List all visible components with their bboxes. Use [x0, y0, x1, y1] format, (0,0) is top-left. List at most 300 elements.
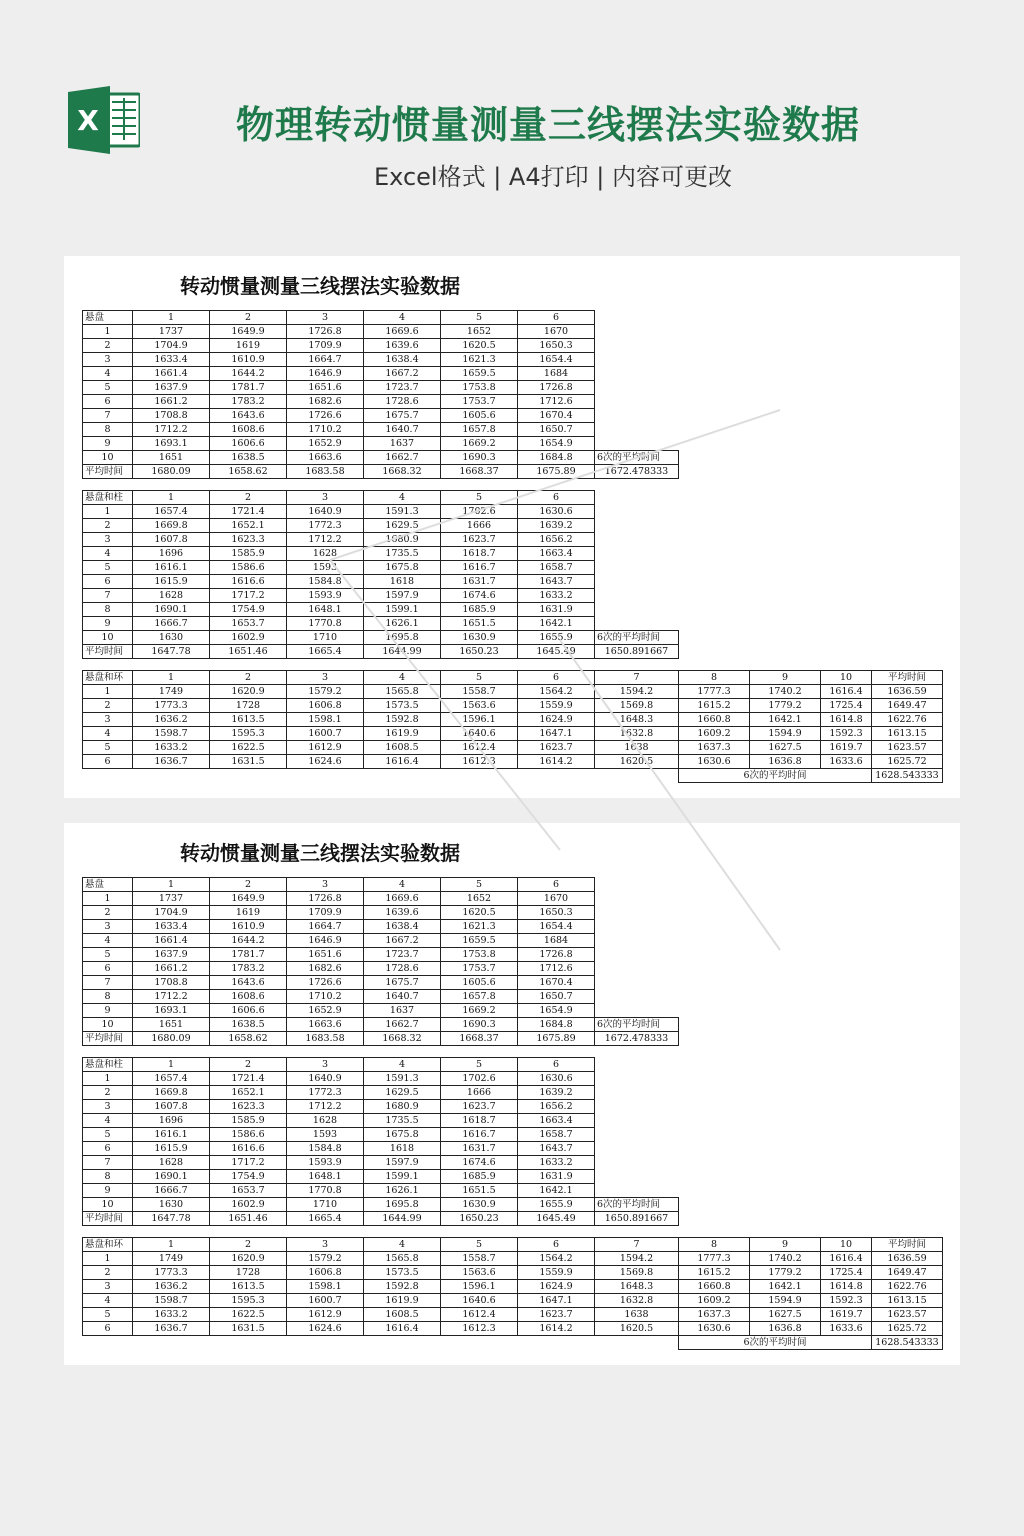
table-cell: 1726.8 — [287, 892, 364, 906]
table-cell: 10 — [83, 451, 133, 465]
table-cell: 1695.8 — [364, 631, 441, 645]
average-cell: 1644.99 — [364, 645, 441, 659]
header-cell: 4 — [364, 1238, 441, 1252]
table-cell: 1667.2 — [364, 934, 441, 948]
table-cell: 1610.9 — [210, 353, 287, 367]
header-cell: 6 — [518, 671, 595, 685]
table-cell: 1637 — [364, 437, 441, 451]
table-cell: 1669.8 — [133, 1086, 210, 1100]
empty-cell — [595, 990, 679, 1004]
six-avg-value: 1650.891667 — [595, 1212, 679, 1226]
table-header-row — [83, 1238, 943, 1252]
table-disc — [82, 310, 679, 479]
empty-cell — [595, 311, 679, 325]
table-cell: 1666 — [441, 519, 518, 533]
empty-cell — [595, 948, 679, 962]
table-row — [83, 381, 679, 395]
table-cell: 1656.2 — [518, 1100, 595, 1114]
table-row — [83, 547, 679, 561]
table-cell: 1675.7 — [364, 976, 441, 990]
table-cell: 1630.9 — [441, 1198, 518, 1212]
table-cell: 1725.4 — [821, 699, 872, 713]
table-cell: 1717.2 — [210, 1156, 287, 1170]
table-cell: 1657.4 — [133, 505, 210, 519]
empty-cell — [83, 769, 133, 783]
empty-cell — [595, 1100, 679, 1114]
table-cell: 1670.4 — [518, 976, 595, 990]
table-cell: 1652 — [441, 325, 518, 339]
empty-cell — [595, 589, 679, 603]
table-cell: 3 — [83, 920, 133, 934]
table-cell: 1628 — [287, 547, 364, 561]
table-cell: 1600.7 — [287, 727, 364, 741]
table-cell: 1565.8 — [364, 1252, 441, 1266]
header-cell: 2 — [210, 878, 287, 892]
average-cell: 1665.4 — [287, 1212, 364, 1226]
empty-cell — [595, 617, 679, 631]
table-cell: 1712.2 — [287, 533, 364, 547]
table-cell: 1612.9 — [287, 741, 364, 755]
table-cell: 1650.7 — [518, 423, 595, 437]
average-cell: 1647.78 — [133, 645, 210, 659]
table-cell: 1712.6 — [518, 395, 595, 409]
table-cell: 1623.7 — [518, 741, 595, 755]
average-cell: 平均时间 — [83, 1212, 133, 1226]
header-cell: 5 — [441, 491, 518, 505]
table-cell: 1721.4 — [210, 505, 287, 519]
table-cell: 1636.8 — [750, 1322, 821, 1336]
table-cell: 1596.1 — [441, 713, 518, 727]
table-cell: 1636.8 — [750, 755, 821, 769]
table-row — [83, 533, 679, 547]
six-avg-value: 1672.478333 — [595, 465, 679, 479]
table-cell: 1772.3 — [287, 1086, 364, 1100]
table-cell: 1616.1 — [133, 561, 210, 575]
average-cell: 1680.09 — [133, 1032, 210, 1046]
average-cell: 1650.23 — [441, 1212, 518, 1226]
table-cell: 1659.5 — [441, 934, 518, 948]
table-cell: 1633.2 — [133, 741, 210, 755]
table-cell: 1754.9 — [210, 1170, 287, 1184]
table-cell: 1710 — [287, 631, 364, 645]
table-cell: 9 — [83, 437, 133, 451]
table-cell: 1 — [83, 892, 133, 906]
table-cell: 1728.6 — [364, 962, 441, 976]
table-cell: 1564.2 — [518, 685, 595, 699]
table-cell: 1753.8 — [441, 948, 518, 962]
table-cell: 1606.8 — [287, 1266, 364, 1280]
table-cell: 1630.9 — [441, 631, 518, 645]
header-cell: 5 — [441, 878, 518, 892]
table-cell: 1737 — [133, 892, 210, 906]
table-cell: 7 — [83, 1156, 133, 1170]
average-row — [83, 1032, 679, 1046]
table-cell: 1636.59 — [872, 685, 943, 699]
average-cell: 1645.49 — [518, 645, 595, 659]
header-cell: 1 — [133, 671, 210, 685]
table-cell: 1618.7 — [441, 1114, 518, 1128]
table-cell: 1 — [83, 505, 133, 519]
table-cell: 1723.7 — [364, 948, 441, 962]
table-cell: 1640.6 — [441, 727, 518, 741]
empty-cell — [595, 325, 679, 339]
table-cell: 1657.4 — [133, 1072, 210, 1086]
table-cell: 1636.2 — [133, 1280, 210, 1294]
table-cell: 1630.6 — [679, 1322, 750, 1336]
table-cell: 1569.8 — [595, 1266, 679, 1280]
header-cell: 3 — [287, 1238, 364, 1252]
header-cell: 1 — [133, 878, 210, 892]
table-cell: 1669.8 — [133, 519, 210, 533]
table-disc-and-ring — [82, 670, 943, 783]
table-cell: 3 — [83, 1100, 133, 1114]
table-cell: 1614.2 — [518, 1322, 595, 1336]
table-cell: 1616.4 — [364, 755, 441, 769]
header-cell: 6 — [518, 1238, 595, 1252]
table-cell: 9 — [83, 1184, 133, 1198]
table-cell: 1670 — [518, 892, 595, 906]
empty-cell — [595, 519, 679, 533]
table-row — [83, 755, 943, 769]
empty-cell — [595, 1086, 679, 1100]
table-header-row — [83, 671, 943, 685]
table-disc-and-column — [82, 490, 679, 659]
page-title: 物理转动惯量测量三线摆法实验数据 — [236, 103, 861, 147]
table-cell: 1612.3 — [441, 1322, 518, 1336]
table-cell: 1622.5 — [210, 741, 287, 755]
table-cell: 1650.3 — [518, 339, 595, 353]
table-row — [83, 1072, 679, 1086]
table-cell: 1624.9 — [518, 1280, 595, 1294]
table-cell: 1740.2 — [750, 685, 821, 699]
table-cell: 1684 — [518, 934, 595, 948]
table-row — [83, 1322, 943, 1336]
header-cell: 2 — [210, 491, 287, 505]
empty-cell — [595, 409, 679, 423]
table-cell: 1637.9 — [133, 948, 210, 962]
table-row — [83, 617, 679, 631]
table-cell: 1639.2 — [518, 519, 595, 533]
empty-cell — [595, 533, 679, 547]
table-cell: 1651.6 — [287, 948, 364, 962]
six-avg-label: 6次的平均时间 — [595, 631, 679, 645]
table-cell: 1726.6 — [287, 409, 364, 423]
header-cell: 2 — [210, 1058, 287, 1072]
table-cell: 4 — [83, 727, 133, 741]
table-cell: 1653.7 — [210, 617, 287, 631]
table-cell: 8 — [83, 603, 133, 617]
table-cell: 1633.6 — [821, 1322, 872, 1336]
table-cell: 1594.2 — [595, 1252, 679, 1266]
table-cell: 8 — [83, 1170, 133, 1184]
header-cell: 3 — [287, 878, 364, 892]
table-cell: 1638.4 — [364, 353, 441, 367]
table-cell: 1638 — [595, 741, 679, 755]
header-cell: 9 — [750, 671, 821, 685]
table-cell: 1615.9 — [133, 575, 210, 589]
table-cell: 1642.1 — [518, 1184, 595, 1198]
table-cell: 1586.6 — [210, 1128, 287, 1142]
table-cell: 1632.8 — [595, 1294, 679, 1308]
table-cell: 1717.2 — [210, 589, 287, 603]
header-cell: 5 — [441, 1238, 518, 1252]
table-cell: 1661.2 — [133, 395, 210, 409]
table-cell: 1658.7 — [518, 1128, 595, 1142]
table-cell: 1654.4 — [518, 920, 595, 934]
table-cell: 1638.4 — [364, 920, 441, 934]
table-row — [83, 631, 679, 645]
table-cell: 1637 — [364, 1004, 441, 1018]
table-cell: 1627.5 — [750, 741, 821, 755]
header-cell: 2 — [210, 671, 287, 685]
table-cell: 2 — [83, 339, 133, 353]
table-cell: 2 — [83, 1086, 133, 1100]
table-row — [83, 906, 679, 920]
table-cell: 1 — [83, 1072, 133, 1086]
table-cell: 1710.2 — [287, 990, 364, 1004]
table-cell: 1783.2 — [210, 395, 287, 409]
table-cell: 1622.76 — [872, 1280, 943, 1294]
table-cell: 1779.2 — [750, 1266, 821, 1280]
table-cell: 1 — [83, 685, 133, 699]
table-cell: 1712.2 — [133, 990, 210, 1004]
table-cell: 1631.9 — [518, 1170, 595, 1184]
table-cell: 1609.2 — [679, 1294, 750, 1308]
table-cell: 1662.7 — [364, 451, 441, 465]
table-cell: 1620.5 — [441, 906, 518, 920]
table-cell: 1685.9 — [441, 603, 518, 617]
table-cell: 1649.47 — [872, 1266, 943, 1280]
header-cell: 悬盘和环 — [83, 671, 133, 685]
table-cell: 1608.6 — [210, 990, 287, 1004]
table-cell: 1625.72 — [872, 755, 943, 769]
table-cell: 6 — [83, 962, 133, 976]
table-cell: 1616.4 — [821, 1252, 872, 1266]
header-cell: 8 — [679, 671, 750, 685]
table-cell: 6 — [83, 395, 133, 409]
table-cell: 1628 — [133, 589, 210, 603]
table-cell: 1592.3 — [821, 1294, 872, 1308]
excel-icon — [68, 86, 140, 154]
table-cell: 1710 — [287, 1198, 364, 1212]
table-row — [83, 1252, 943, 1266]
table-cell: 1666.7 — [133, 617, 210, 631]
header-cell: 2 — [210, 1238, 287, 1252]
empty-cell — [595, 1156, 679, 1170]
table-cell: 1624.6 — [287, 1322, 364, 1336]
table-cell: 1599.1 — [364, 603, 441, 617]
table-cell: 1654.9 — [518, 1004, 595, 1018]
table-cell: 1652.1 — [210, 519, 287, 533]
table-cell: 1618 — [364, 575, 441, 589]
table-cell: 3 — [83, 353, 133, 367]
table-cell: 1661.4 — [133, 367, 210, 381]
table-cell: 1710.2 — [287, 423, 364, 437]
table-cell: 1630.6 — [518, 1072, 595, 1086]
table-row — [83, 505, 679, 519]
table-cell: 1663.6 — [287, 1018, 364, 1032]
table-cell: 1591.3 — [364, 505, 441, 519]
table-cell: 1636.7 — [133, 1322, 210, 1336]
table-cell: 1723.7 — [364, 381, 441, 395]
table-cell: 1631.7 — [441, 575, 518, 589]
table-cell: 1619.9 — [364, 727, 441, 741]
table-cell: 1674.6 — [441, 1156, 518, 1170]
header-cell: 4 — [364, 878, 441, 892]
table-row — [83, 1266, 943, 1280]
header-cell: 4 — [364, 491, 441, 505]
table-cell: 1648.1 — [287, 1170, 364, 1184]
table-cell: 1770.8 — [287, 1184, 364, 1198]
table-cell: 1712.6 — [518, 962, 595, 976]
table-cell: 1622.76 — [872, 713, 943, 727]
table-cell: 1726.8 — [518, 381, 595, 395]
table-cell: 1564.2 — [518, 1252, 595, 1266]
table-cell: 1607.8 — [133, 533, 210, 547]
table-cell: 1630 — [133, 1198, 210, 1212]
table-cell: 1594.9 — [750, 1294, 821, 1308]
table-cell: 1598.1 — [287, 1280, 364, 1294]
empty-cell — [595, 1128, 679, 1142]
table-disc-and-ring — [82, 1237, 943, 1350]
table-row — [83, 451, 679, 465]
empty-cell — [595, 353, 679, 367]
table-cell: 1661.2 — [133, 962, 210, 976]
empty-cell — [364, 1336, 441, 1350]
table-cell: 1563.6 — [441, 699, 518, 713]
table-cell: 1696 — [133, 1114, 210, 1128]
header-cell: 悬盘 — [83, 878, 133, 892]
header-cell: 4 — [364, 311, 441, 325]
empty-cell — [210, 1336, 287, 1350]
header-cell: 5 — [441, 311, 518, 325]
table-cell: 1615.9 — [133, 1142, 210, 1156]
table-cell: 1 — [83, 325, 133, 339]
table-cell: 1631.7 — [441, 1142, 518, 1156]
table-cell: 1621.3 — [441, 920, 518, 934]
empty-cell — [595, 1336, 679, 1350]
table-cell: 1648.3 — [595, 713, 679, 727]
table-cell: 1773.3 — [133, 699, 210, 713]
header-cell: 平均时间 — [872, 1238, 943, 1252]
average-cell: 1644.99 — [364, 1212, 441, 1226]
table-cell: 1670 — [518, 325, 595, 339]
table-cell: 1651.5 — [441, 617, 518, 631]
table-cell: 1606.8 — [287, 699, 364, 713]
table-cell: 1616.6 — [210, 575, 287, 589]
table-cell: 1680.9 — [364, 533, 441, 547]
average-cell: 1645.49 — [518, 1212, 595, 1226]
empty-cell — [210, 769, 287, 783]
table-cell: 5 — [83, 741, 133, 755]
table-cell: 2 — [83, 906, 133, 920]
table-cell: 1663.4 — [518, 547, 595, 561]
table-cell: 1726.6 — [287, 976, 364, 990]
empty-cell — [595, 976, 679, 990]
table-cell: 1613.15 — [872, 727, 943, 741]
table-cell: 1662.7 — [364, 1018, 441, 1032]
table-cell: 1573.5 — [364, 699, 441, 713]
empty-cell — [595, 1114, 679, 1128]
table-cell: 1640.9 — [287, 505, 364, 519]
table-cell: 1579.2 — [287, 1252, 364, 1266]
table-cell: 1644.2 — [210, 934, 287, 948]
table-cell: 1619 — [210, 906, 287, 920]
table-cell: 1728 — [210, 699, 287, 713]
header-cell: 1 — [133, 491, 210, 505]
average-cell: 1675.89 — [518, 1032, 595, 1046]
average-cell: 1680.09 — [133, 465, 210, 479]
table-cell: 1779.2 — [750, 699, 821, 713]
average-cell: 1668.32 — [364, 465, 441, 479]
average-cell: 1658.62 — [210, 465, 287, 479]
table-cell: 1652 — [441, 892, 518, 906]
table-row — [83, 892, 679, 906]
table-cell: 4 — [83, 1294, 133, 1308]
table-header-row — [83, 311, 679, 325]
table-cell: 1609.2 — [679, 727, 750, 741]
table-row — [83, 1184, 679, 1198]
table-cell: 1620.9 — [210, 1252, 287, 1266]
table-cell: 10 — [83, 1018, 133, 1032]
table-cell: 1606.6 — [210, 1004, 287, 1018]
table-cell: 1783.2 — [210, 962, 287, 976]
empty-cell — [595, 491, 679, 505]
sheet-title: 转动惯量测量三线摆法实验数据 — [180, 274, 460, 298]
table-cell: 8 — [83, 990, 133, 1004]
table-row — [83, 325, 679, 339]
table-cell: 1563.6 — [441, 1266, 518, 1280]
table-cell: 1650.3 — [518, 906, 595, 920]
table-cell: 1616.7 — [441, 561, 518, 575]
table-cell: 1650.7 — [518, 990, 595, 1004]
table-cell: 1599.1 — [364, 1170, 441, 1184]
table-cell: 1708.8 — [133, 409, 210, 423]
empty-cell — [595, 381, 679, 395]
table-cell: 1682.6 — [287, 962, 364, 976]
summary-row — [83, 769, 943, 783]
table-cell: 1659.5 — [441, 367, 518, 381]
empty-cell — [595, 1072, 679, 1086]
table-cell: 7 — [83, 589, 133, 603]
table-cell: 1693.1 — [133, 437, 210, 451]
empty-cell — [595, 892, 679, 906]
average-cell: 1650.23 — [441, 645, 518, 659]
table-cell: 1569.8 — [595, 699, 679, 713]
header-cell: 1 — [133, 1058, 210, 1072]
empty-cell — [595, 423, 679, 437]
table-cell: 6 — [83, 1142, 133, 1156]
table-cell: 9 — [83, 617, 133, 631]
table-cell: 1667.2 — [364, 367, 441, 381]
table-cell: 1656.2 — [518, 533, 595, 547]
table-cell: 1749 — [133, 685, 210, 699]
table-cell: 5 — [83, 381, 133, 395]
table-cell: 9 — [83, 1004, 133, 1018]
empty-cell — [133, 1336, 210, 1350]
sheet-preview-2 — [64, 823, 960, 1365]
table-cell: 1633.2 — [518, 589, 595, 603]
table-cell: 1690.3 — [441, 451, 518, 465]
empty-cell — [595, 769, 679, 783]
empty-cell — [595, 1170, 679, 1184]
table-cell: 1642.1 — [750, 713, 821, 727]
table-cell: 1643.7 — [518, 1142, 595, 1156]
header-cell: 悬盘 — [83, 311, 133, 325]
table-row — [83, 948, 679, 962]
empty-cell — [595, 575, 679, 589]
table-cell: 1655.9 — [518, 631, 595, 645]
